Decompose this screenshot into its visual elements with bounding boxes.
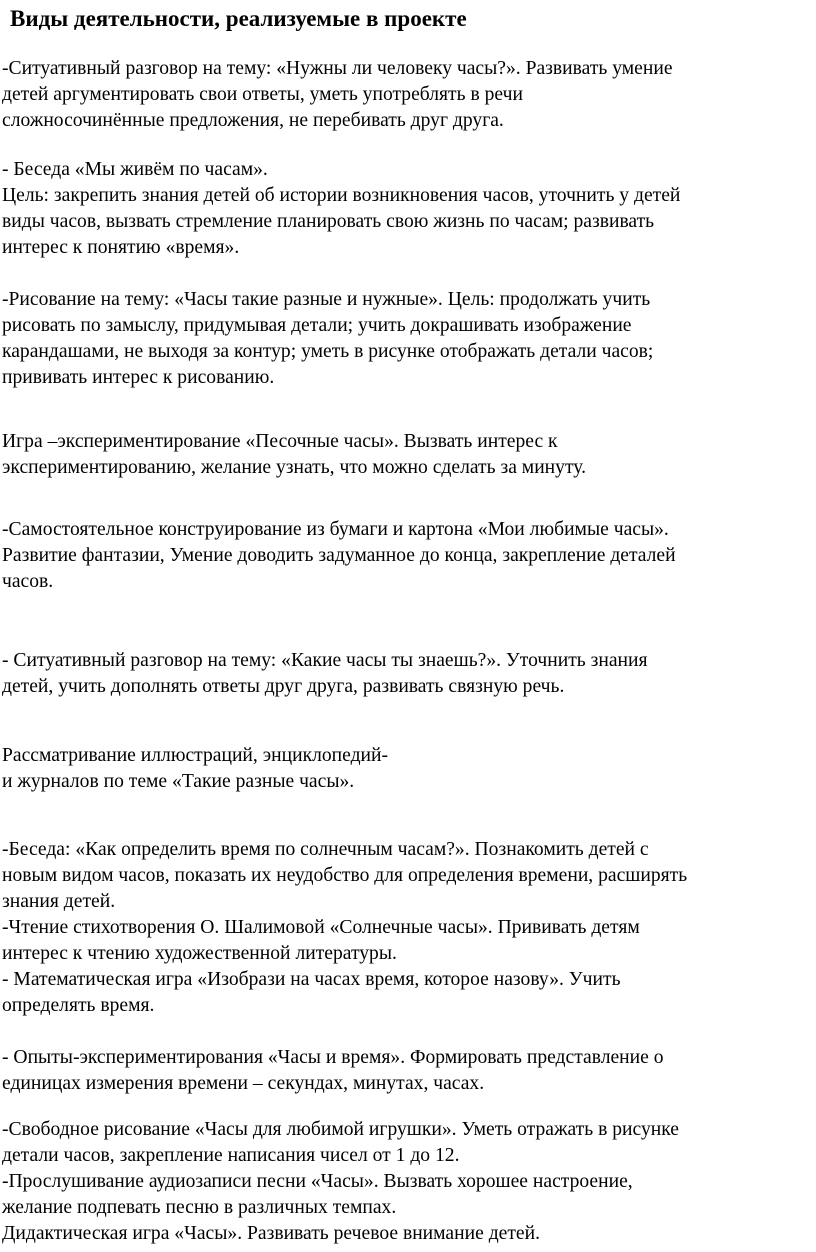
text-line: рисовать по замыслу, придумывая детали; учить докрашивать изображение — [2, 315, 632, 336]
paragraph-drawing — [2, 287, 653, 391]
text-line: новым видом часов, показать их неудобство для определения времени, расширять — [2, 865, 688, 886]
text-line: -Самостоятельное конструирование из бумаги и картона «Мои любимые часы». — [2, 519, 669, 540]
text-line: -Свободное рисование «Часы для любимой игрушки». Уметь отражать в рисунке — [2, 1119, 679, 1140]
paragraph-situational-talk-1 — [2, 56, 673, 134]
text-line: Игра –экспериментирование «Песочные часы». Вызвать интерес к — [2, 431, 558, 452]
paragraph-experiments — [2, 1045, 664, 1097]
text-line: -Чтение стихотворения О. Шалимовой «Солнечные часы». Прививать детям — [2, 917, 640, 938]
text-line: и журналов по теме «Такие разные часы». — [2, 771, 355, 792]
text-line: -Прослушивание аудиозаписи песни «Часы». Вызвать хорошее настроение, — [2, 1171, 633, 1192]
paragraph-situational-talk-2 — [2, 648, 648, 700]
text-line: Дидактическая игра «Часы». Развивать речевое внимание детей. — [2, 1223, 541, 1244]
paragraph-construction — [2, 517, 676, 595]
text-line: -Рисование на тему: «Часы такие разные и нужные». Цель: продолжать учить — [2, 289, 651, 310]
text-line: - Беседа «Мы живём по часам». — [2, 159, 268, 180]
text-line: карандашами, не выходя за контур; уметь в рисунке отображать детали часов; — [2, 341, 654, 362]
document-title: Виды деятельности, реализуемые в проекте — [10, 6, 467, 31]
text-line: -Ситуативный разговор на тему: «Нужны ли человеку часы?». Развивать умение — [2, 58, 673, 79]
text-line: интерес к понятию «время». — [2, 237, 240, 258]
text-line: единицах измерения времени – секундах, минутах, часах. — [2, 1073, 485, 1094]
paragraph-sandglass-game — [2, 429, 586, 481]
paragraph-illustrations — [2, 743, 388, 795]
paragraph-free-drawing — [2, 1117, 679, 1247]
text-line: детали часов, закрепление написания чисел от 1 до 12. — [2, 1145, 460, 1166]
text-line: Рассматривание иллюстраций, энциклопедий- — [2, 745, 389, 766]
paragraph-conversation-clocks — [2, 157, 680, 261]
text-line: желание подпевать песню в различных темпах. — [2, 1197, 397, 1218]
text-line: Цель: закрепить знания детей об истории возникновения часов, уточнить у детей — [2, 185, 681, 206]
text-line: детей аргументировать свои ответы, уметь употреблять в речи — [2, 84, 523, 105]
text-line: - Ситуативный разговор на тему: «Какие часы ты знаешь?». Уточнить знания — [2, 650, 648, 671]
text-line: виды часов, вызвать стремление планировать свою жизнь по часам; развивать — [2, 211, 655, 232]
text-line: - Математическая игра «Изобрази на часах время, которое назову». Учить — [2, 969, 621, 990]
text-line: определять время. — [2, 995, 155, 1016]
text-line: Развитие фантазии, Умение доводить задуманное до конца, закрепление деталей — [2, 545, 676, 566]
text-line: знания детей. — [2, 891, 116, 912]
text-line: -Беседа: «Как определить время по солнечным часам?». Познакомить детей с — [2, 839, 649, 860]
text-line: сложносочинённые предложения, не перебивать друг друга. — [2, 110, 504, 131]
text-line: прививать интерес к рисованию. — [2, 367, 275, 388]
text-line: интерес к чтению художественной литературы. — [2, 943, 397, 964]
paragraph-sundial-activities — [2, 837, 687, 1019]
text-line: - Опыты-экспериментирования «Часы и время». Формировать представление о — [2, 1047, 664, 1068]
text-line: детей, учить дополнять ответы друг друга, развивать связную речь. — [2, 676, 565, 697]
text-line: экспериментированию, желание узнать, что можно сделать за минуту. — [2, 457, 586, 478]
text-line: часов. — [2, 571, 54, 592]
